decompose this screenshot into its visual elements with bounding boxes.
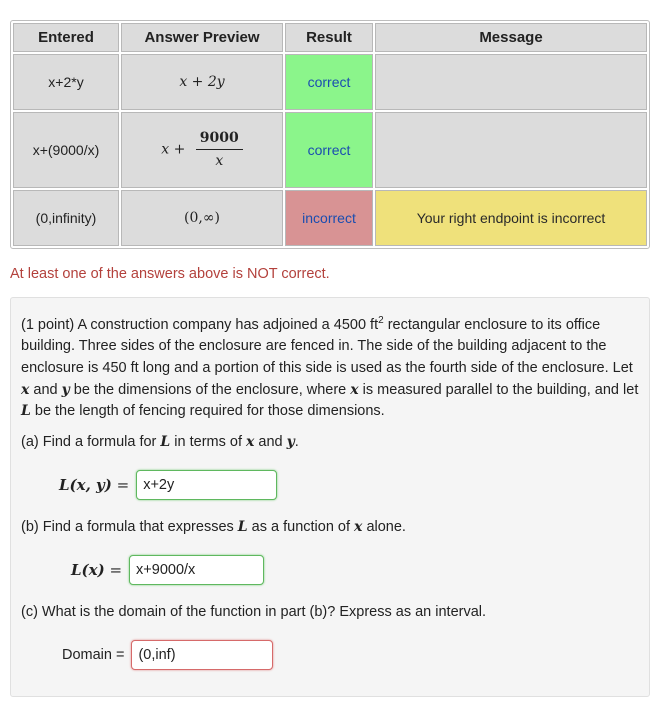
header-message: Message xyxy=(375,23,647,52)
var-L: L xyxy=(160,434,171,450)
entered-cell: x+(9000/x) xyxy=(13,112,119,188)
part-b-answer-row xyxy=(71,555,264,585)
domain-label: Domain = xyxy=(62,647,125,663)
answer-label xyxy=(71,561,122,579)
part-c-question: (c) What is the domain of the function in part (b)? Express as an interval. xyxy=(21,604,487,620)
header-answer-preview: Answer Preview xyxy=(121,23,283,52)
fraction-denominator: x xyxy=(215,153,224,170)
table-row xyxy=(13,112,647,188)
problem-text: A construction company has adjoined a 4500 ft xyxy=(77,316,379,333)
problem-text: and xyxy=(33,381,58,398)
answer-input-a[interactable] xyxy=(136,470,277,500)
problem-statement xyxy=(21,310,641,423)
var-x: x xyxy=(354,519,363,535)
function-label: L(x, y) xyxy=(59,476,112,494)
equals-sign: = xyxy=(116,476,130,494)
results-table xyxy=(10,20,650,249)
problem-text: rectangular enclosure to its office building. Three sides of the enclosure are fenced in. The side of the building adjacent to the enclosure is 450 ft long and a portion of this side is used as the fourth side of the enclosure. Let xyxy=(21,316,633,377)
problem-text: be the dimensions of the enclosure, where xyxy=(73,381,347,398)
answer-label xyxy=(59,476,129,494)
message-cell xyxy=(375,112,647,188)
question-text: in terms of xyxy=(174,434,242,450)
part-c-answer-row xyxy=(62,640,273,670)
header-result: Result xyxy=(285,23,373,52)
preview-interval: (0,∞) xyxy=(184,209,220,226)
fraction-numerator: 9000 xyxy=(196,130,243,150)
question-text: (a) Find a formula for xyxy=(21,434,157,450)
points-label: (1 point) xyxy=(21,316,75,333)
preview-fraction xyxy=(196,130,243,169)
problem-text: is measured parallel to the building, and let xyxy=(362,381,639,398)
result-cell-correct: correct xyxy=(285,112,373,188)
var-x: x xyxy=(21,381,30,398)
question-text: as a function of xyxy=(251,519,351,535)
var-L: L xyxy=(21,403,31,420)
superscript: 2 xyxy=(378,315,384,326)
results-header-row xyxy=(13,23,647,52)
header-entered: Entered xyxy=(13,23,119,52)
var-L: L xyxy=(237,519,248,535)
part-b-question xyxy=(21,519,406,535)
question-text: alone. xyxy=(366,519,406,535)
problem-text: be the length of fencing required for those dimensions. xyxy=(34,403,385,420)
preview-cell xyxy=(121,190,283,246)
message-cell-warning: Your right endpoint is incorrect xyxy=(375,190,647,246)
equals-sign: = xyxy=(109,561,123,579)
part-a-answer-row xyxy=(59,470,277,500)
preview-prefix: x + xyxy=(161,141,186,158)
preview-cell xyxy=(121,112,283,188)
function-label: L(x) xyxy=(71,561,105,579)
var-x: x xyxy=(246,434,255,450)
var-y: y xyxy=(61,381,70,398)
answer-input-b[interactable] xyxy=(129,555,264,585)
status-message: At least one of the answers above is NOT correct. xyxy=(10,266,330,282)
var-y: y xyxy=(286,434,295,450)
result-cell-incorrect: incorrect xyxy=(285,190,373,246)
table-row xyxy=(13,190,647,246)
answer-input-domain[interactable] xyxy=(131,640,273,670)
table-row xyxy=(13,54,647,110)
result-cell-correct: correct xyxy=(285,54,373,110)
question-text: and xyxy=(258,434,283,450)
question-text: (b) Find a formula that expresses xyxy=(21,519,234,535)
message-cell xyxy=(375,54,647,110)
part-a-question: (a) Find a formula for L in terms of x and y. xyxy=(21,434,299,450)
entered-cell: (0,infinity) xyxy=(13,190,119,246)
var-x: x xyxy=(350,381,359,398)
problem-box xyxy=(10,297,650,697)
entered-cell: x+2*y xyxy=(13,54,119,110)
preview-cell: x + 2y xyxy=(121,54,283,110)
